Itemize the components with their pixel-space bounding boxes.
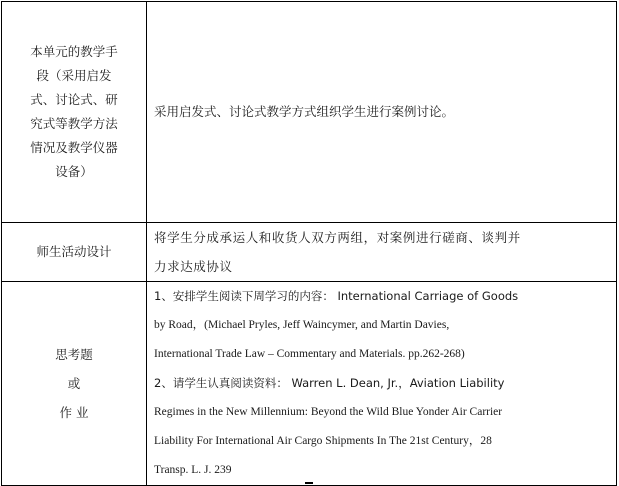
label-cell-teaching-methods — [2, 2, 147, 223]
content-line: 将学生分成承运人和收货人双方两组，对案例进行磋商、谈判并 — [154, 230, 521, 245]
label-line: 情况及教学仪器 — [30, 140, 118, 155]
label-line: 本单元的教学手 — [30, 44, 118, 59]
label-line: 思考题 — [55, 347, 93, 362]
content-line: 1、安排学生阅读下周学习的内容： International Carriage of Goods — [154, 289, 519, 303]
content-line: Liability For International Air Cargo Shipments In The 21st Century，28 — [154, 435, 492, 447]
label-cell-homework — [2, 282, 147, 486]
content-line: 力求达成协议 — [154, 259, 233, 274]
table-row-homework — [2, 282, 617, 486]
table-row-teaching-methods — [2, 2, 617, 223]
content-line: 2、请学生认真阅读资料： Warren L. Dean, Jr.，Aviation Liability — [154, 376, 505, 390]
label-line: 作 业 — [59, 405, 89, 420]
label-line: 式、讨论式、研 — [30, 92, 118, 107]
content-line: Transp. L. J. 239 — [154, 464, 232, 476]
label-line: 段（采用启发 — [36, 68, 112, 83]
label-cell-activity-design — [2, 223, 147, 282]
content-line: 采用启发式、讨论式教学方式组织学生进行案例讨论。 — [154, 104, 455, 119]
content-cell-activity-design — [147, 223, 617, 282]
page-edge-mark — [305, 482, 313, 484]
label-line: 或 — [67, 376, 81, 391]
label-line: 师生活动设计 — [36, 244, 112, 259]
label-line: 究式等教学方法 — [30, 116, 118, 131]
course-info-table — [1, 1, 617, 486]
content-line: International Trade Law – Commentary and Materials. pp.262-268) — [154, 348, 465, 360]
content-line: Regimes in the New Millennium: Beyond the Wild Blue Yonder Air Carrier — [154, 406, 503, 418]
content-line: by Road，(Michael Pryles, Jeff Waincymer, and Martin Davies, — [154, 319, 450, 331]
content-cell-teaching-methods — [147, 2, 617, 223]
label-line: 设备） — [55, 164, 93, 179]
table-row-activity-design — [2, 223, 617, 282]
content-cell-homework — [147, 282, 617, 486]
